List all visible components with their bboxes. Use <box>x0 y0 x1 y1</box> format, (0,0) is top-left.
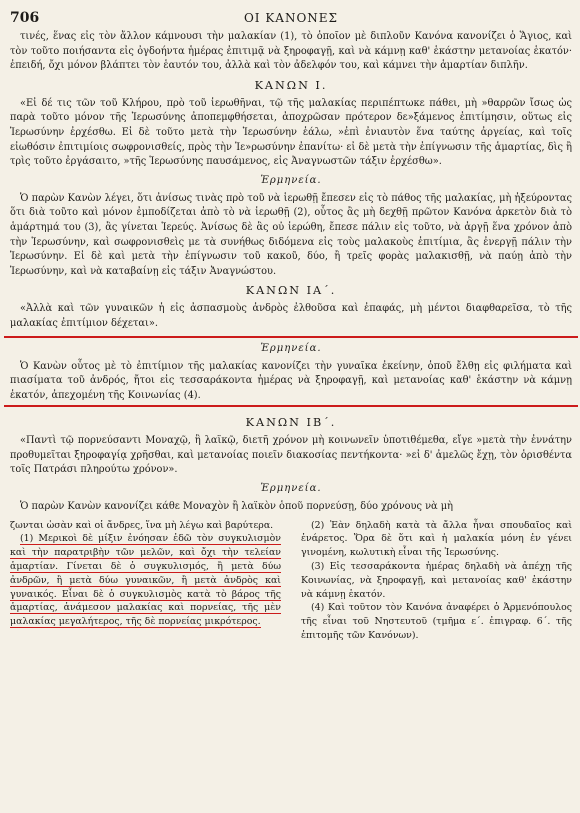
footnotes-left-column <box>10 519 281 643</box>
canon-12-interp-heading: Ἑρμηνεία. <box>260 483 322 495</box>
canon-10-text: «Εἰ δέ τις τῶν τοῦ Κλήρου, πρὸ τοῦ ἱερωθῆναι, τῷ τῆς μαλακίας περιπέπτωκε πάθει, μὴ »θαρρῶν ἴσως ὡς παρὰ τοῦτο μόνον τῆς Ἱερωσύνης ἀποπεμφθήσεται, ἀποχρῶσαν πρότερον δε»ξάμενος ἐπιτίμησιν, οὕτως εἰς Ἱερωσύνην ἐρχέσθω. Εἰ δὲ τοῦτο μετὰ τὴν Ἱερωσύνην ἑάλω, »ἐπὶ ἐνιαυτὸν ἕνα ταύτης ἀργείας, καὶ τοῖς εἰωθόσιν ἐπιτιμίοις σωφρονισθείς, πρὸς τὴν Ἱε»ρωσύνην ἐπανίτω· εἰ δὲ μετὰ τὴν ἐπίγνωσιν τῆς ἁμαρτίας, δὶς ἢ τρὶς τοῦτο ἐργάσαιτο, »τῆς Ἱερωσύνης παυσάμενος, εἰς Ἀναγνωστῶν τάξιν ἐρχέσθω». <box>10 97 572 168</box>
interp-heading-text: Ἑρμηνεία. <box>260 342 322 354</box>
canon-10-heading: ΚΑΝΩΝ Ι. <box>254 78 328 92</box>
intro-paragraph: τινές, ἕνας εἰς τὸν ἄλλον κάμνουσι τὴν μαλακίαν (1), τὸ ὁποῖον μὲ διπλοῦν Κανόνα κανονίζει ὁ Ἅγιος, καὶ τὸν τοῦτο ποιήσαντα εἰς ὀγδοήντα ἡμέρας ἐπιτιμᾷ νὰ ξηροφαγῇ, καὶ νὰ κάμνῃ καθ' ἑκάστην μετανοίας ἑκατόν· ἐπειδή, ὄχι μόνον βλάπτει τὸν ἑαυτόν του, ἀλλὰ καὶ τὸν ἀδελφόν του, καὶ κάμνει τὴν ἁμαρτίαν διπλῆν. <box>10 31 572 72</box>
page-header <box>10 10 572 30</box>
footnote-continuation: ζωνται ὡσὰν καὶ οἱ ἄνδρες, ἵνα μὴ λέγω καὶ βαρύτερα. <box>10 519 274 531</box>
footnotes-right-column <box>301 519 572 643</box>
canon-11-interpretation: Ὁ Κανὼν οὗτος μὲ τὸ ἐπιτίμιον τῆς μαλακίας κανονίζει τὴν γυναῖκα ἐκείνην, ὁποῦ ἔλθῃ εἰς φιλήματα καὶ πιασίματα τοῦ ἀνδρός, ἤτοι εἰς τεσσαράκοντα ἡμέρας νὰ ξηροφαγῇ, καὶ μετανοίας καθ' ἑκάστην νὰ κάμνῃ ἑκατόν, ἀπεχομένη τῆς Κοινωνίας (4). <box>10 360 572 401</box>
canon-12-heading: ΚΑΝΩΝ ΙΒ΄. <box>245 416 337 430</box>
page-number: 706 <box>10 10 40 26</box>
canon-10-interpretation: Ὁ παρὼν Κανὼν λέγει, ὅτι ἀνίσως τινὰς πρὸ τοῦ νὰ ἱερωθῇ ἔπεσεν εἰς τὸ πάθος τῆς μαλακίας, μὴ ἠξεύροντας ὅτι διὰ τοῦτο καὶ μόνον ἐμποδίζεται ἀπὸ τὸ νὰ ἱερωθῇ (2), οὗτος ἂς μὴ δεχθῇ πρῶτον Κανόνα ἀρκετὸν διὰ τὸ ἁμάρτημά του (3), ἂς γίνεται Ἱερεύς. Ἀνίσως δὲ ἂς οὐ ἱερώθη, ἔπεσε πάλιν εἰς τοῦτο, νὰ ἀργῇ ἕνα χρόνον ἀπὸ τὴν Ἱερωσύνην, καὶ σωφρονισθεὶς με τὰ συνήθως διδόμενα εἰς τοὺς μαλακοὺς ἐπιτίμια, ἂς ἐνεργῇ πάλιν τὴν Ἱερωσύνην. Εἰ δὲ καὶ μετὰ τὴν ἐπίγνωσιν τοῦ κακοῦ, δύο, ἢ τρεῖς φορὰς μαλακισθῇ, νὰ παύῃ ἀπὸ τὴν Ἱερωσύνην, καὶ νὰ καταβαίνῃ εἰς τάξιν Ἀναγνώστου. <box>10 192 572 277</box>
footnote-1: (1) Μερικοὶ δὲ μίξιν ἐνόησαν ἐδῶ τὸν συγκυλισμὸν καὶ τὴν παρατριβὴν τῶν μελῶν, καὶ ὄχι τὴν τελείαν ἁμαρτίαν. Γίνεται δὲ ὁ συγκυλισμός, ἢ μετὰ δύω ἀνδρῶν, ἢ μετὰ δύω γυναικῶν, ἢ μετὰ ἀνδρὸς καὶ γυναικός. Εἶναι δὲ ὁ συγκυλισμὸς κατὰ τὸ βάρος τῆς ἁμαρτίας, ἀνάμεσον μαλακίας καὶ πορνείας, τῆς μὲν μαλακίας μεγαλήτερος, τῆς δὲ πορνείας μικρότερος. <box>10 533 281 628</box>
canon-12-interpretation: Ὁ παρὼν Κανὼν κανονίζει κάθε Μοναχὸν ἢ λαϊκὸν ὁποῦ πορνεύσῃ, δύο χρόνους νὰ μὴ <box>20 501 454 513</box>
canon-10-interp-heading: Ἑρμηνεία. <box>260 174 322 186</box>
canon-11-text: «Ἀλλὰ καὶ τῶν γυναικῶν ἡ εἰς ἀσπασμοὺς ἀνδρὸς ἐλθοῦσα καὶ ἐπαφάς, μὴ μέντοι διαφθαρεῖσα, τὸ τῆς μαλακίας ἐπιτίμιον δέχεται». <box>10 303 572 329</box>
running-head: ΟΙ ΚΑΝΟΝΕΣ <box>243 11 339 25</box>
canon-11-heading: ΚΑΝΩΝ ΙΑ΄. <box>245 284 337 298</box>
canon-11-interp-heading <box>10 338 572 360</box>
canon-12-text: «Παντὶ τῷ πορνεύσαντι Μοναχῷ, ἢ λαϊκῷ, διετῆ χρόνον μὴ κοινωνεῖν ὑποτιθέμεθα, εἴγε »μετὰ τὴν ἐννάτην προθυμεῖται ξηροφαγίᾳ χρῆσθαι, καὶ μετανοίας ποιεῖν διακοσίας πεντήκοντα· »εἰ δ' ἀμελῶς ἔχῃ, τὸν ὁρισθέντα τοῖς Πατράσι πληρούτω χρόνον». <box>10 435 572 476</box>
footnote-2: (2) Ἐὰν δηλαδὴ κατὰ τὰ ἄλλα ἦναι σπουδαῖος καὶ ἐνάρετος. Ὅρα δὲ ὅτι καὶ ἡ μαλακία μόνη ἐν γένει γινομένη, κωλυτικὴ εἶναι τῆς Ἱερωσύνης. <box>301 519 572 559</box>
footnote-3: (3) Εἰς τεσσαράκοντα ἡμέρας δηλαδὴ νὰ ἀπέχῃ τῆς Κοινωνίας, νὰ ξηροφαγῇ, καὶ μετανοίας καθ' ἑκάστην νὰ κάμνῃ ἑκατόν. <box>301 561 572 600</box>
footnotes <box>10 519 572 643</box>
footnote-4: (4) Καὶ τοῦτον τὸν Κανόνα ἀναφέρει ὁ Ἀρμενόπουλος τῆς εἶναι τοῦ Νηστευτοῦ (τμῆμα ε΄. ἐπιγραφ. 6΄. τῆς ἐπιτομῆς τῶν Κανόνων). <box>301 602 572 642</box>
highlighted-interpretation <box>4 336 578 408</box>
